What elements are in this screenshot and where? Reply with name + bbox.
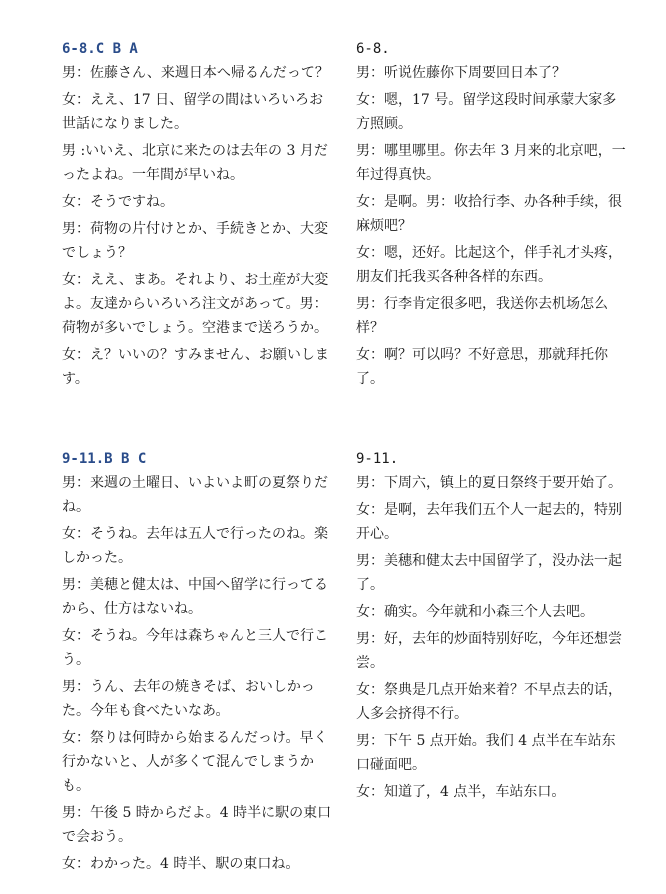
- dialogue-line: 男：美穂と健太は、中国へ留学に行ってるから、仕方はないね。: [62, 577, 328, 617]
- dialogue-lines: [62, 61, 332, 391]
- translation-heading: 6-8.: [356, 41, 390, 57]
- section-6-8-chinese: [356, 37, 626, 391]
- dialogue-line: 女：是啊。男：收拾行李、办各种手续，很麻烦吧？: [356, 194, 622, 234]
- dialogue-line: 女：そうね。去年は五人で行ったのね。楽しかった。: [62, 526, 328, 566]
- dialogue-lines: [62, 471, 332, 876]
- dialogue-line: 女：わかった。4 時半、駅の東口ね。: [62, 856, 300, 872]
- dialogue-line: 女：是啊，去年我们五个人一起去的，特别开心。: [356, 502, 622, 542]
- dialogue-line: 男：听说佐藤你下周要回日本了？: [356, 65, 566, 81]
- dialogue-line: 女：え？いいの？すみません、お願いします。: [62, 347, 329, 387]
- dialogue-line: 男：美穗和健太去中国留学了，没办法一起了。: [356, 553, 622, 593]
- dialogue-line: 男：うん、去年の焼きそば、おいしかった。今年も食べたいなあ。: [62, 679, 315, 719]
- dialogue-line: 女：祭りは何時から始まるんだっけ。早く行かないと、人が多くて混んでしまうかも。: [62, 730, 328, 794]
- dialogue-line: 女：嗯，17 号。留学这段时间承蒙大家多方照顾。: [356, 92, 617, 132]
- dialogue-line: 女：祭典是几点开始来着？不早点去的话，人多会挤得不行。: [356, 682, 622, 722]
- dialogue-line: 女：ええ、17 日、留学の間はいろいろお世話になりました。: [62, 92, 324, 132]
- dialogue-line: 男：荷物の片付けとか、手続きとか、大変でしょう？: [62, 221, 328, 261]
- dialogue-line: 男：行李肯定很多吧，我送你去机场怎么样？: [356, 296, 608, 336]
- section-9-11-japanese: [62, 447, 332, 876]
- dialogue-line: 男：下周六，镇上的夏日祭终于要开始了。: [356, 475, 622, 491]
- dialogue-line: 女：そうですね。: [62, 194, 174, 210]
- section-9-11-chinese: [356, 447, 626, 804]
- dialogue-lines: [356, 471, 626, 804]
- answer-heading: 9-11.B B C: [62, 451, 147, 467]
- dialogue-line: 男：好，去年的炒面特别好吃，今年还想尝尝。: [356, 631, 622, 671]
- dialogue-line: 女：啊？可以吗？不好意思，那就拜托你了。: [356, 347, 608, 387]
- answer-heading: 6-8.C B A: [62, 41, 138, 57]
- dialogue-line: 女：そうね。今年は森ちゃんと三人で行こう。: [62, 628, 328, 668]
- dialogue-line: 女：确实。今年就和小森三个人去吧。: [356, 604, 594, 620]
- dialogue-line: 男：来週の土曜日、いよいよ町の夏祭りだね。: [62, 475, 328, 515]
- dialogue-line: 女：嗯，还好。比起这个，伴手礼才头疼，朋友们托我买各种各样的东西。: [356, 245, 622, 285]
- section-6-8-japanese: [62, 37, 332, 391]
- dialogue-line: 男：哪里哪里。你去年 3 月来的北京吧，一年过得真快。: [356, 143, 626, 183]
- dialogue-line: 男：下午 5 点开始。我们 4 点半在车站东口碰面吧。: [356, 733, 616, 773]
- dialogue-line: 女：ええ、まあ。それより、お土産が大変よ。友達からいろいろ注文があって。男：荷物が多いでしょう。空港まで送ろうか。: [62, 272, 329, 336]
- dialogue-line: 男：午後 5 時からだよ。4 時半に駅の東口で会おう。: [62, 805, 332, 845]
- dialogue-line: 男 :いいえ、北京に来たのは去年の 3 月だったよね。一年間が早いね。: [62, 143, 328, 183]
- dialogue-line: 女：知道了，4 点半，车站东口。: [356, 784, 566, 800]
- translation-heading: 9-11.: [356, 451, 399, 467]
- dialogue-line: 男：佐藤さん、来週日本へ帰るんだって？: [62, 65, 329, 81]
- dialogue-lines: [356, 61, 626, 391]
